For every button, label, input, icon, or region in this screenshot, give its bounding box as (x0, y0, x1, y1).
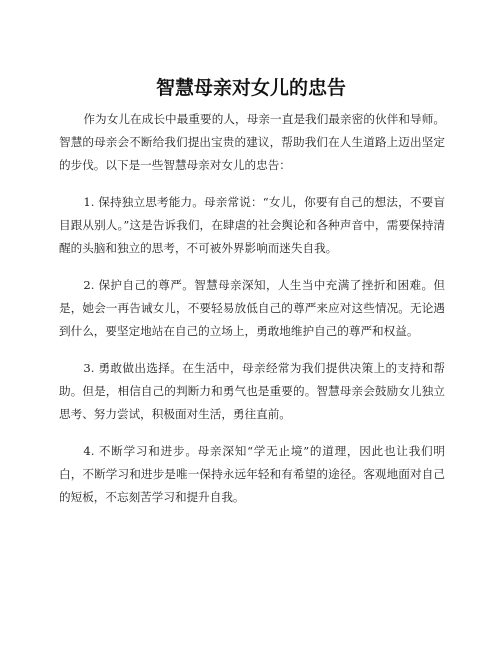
advice-paragraph-4: 4. 不断学习和进步。母亲深知“学无止境”的道理，因此也让我们明白，不断学习和进步是唯一保持永远年轻和有希望的途径。客观地面对自己的短板，不忘刻苦学习和提升自我。 (59, 444, 445, 504)
advice-paragraph-1: 1. 保持独立思考能力。母亲常说：“女儿，你要有自己的想法，不要盲目跟从别人。”这是告诉我们，在肆虐的社会舆论和各种声音中，需要保持清醒的头脑和独立的思考，不可被外界影响而迷失自我。 (59, 195, 445, 255)
document-title: 智慧母亲对女儿的忠告 (155, 77, 346, 99)
document-body (59, 108, 445, 523)
intro-paragraph: 作为女儿在成长中最重要的人，母亲一直是我们最亲密的伙伴和导师。智慧的母亲会不断给我们提出宝贵的建议，帮助我们在人生道路上迈出坚定的步伐。以下是一些智慧母亲对女儿的忠告： (59, 112, 445, 172)
advice-paragraph-3: 3. 勇敢做出选择。在生活中，母亲经常为我们提供决策上的支持和帮助。但是，相信自己的判断力和勇气也是重要的。智慧母亲会鼓励女儿独立思考、努力尝试，积极面对生活，勇往直前。 (59, 361, 445, 421)
advice-paragraph-2: 2. 保护自己的尊严。智慧母亲深知，人生当中充满了挫折和困难。但是，她会一再告诫女儿，不要轻易放低自己的尊严来应对这些情况。无论遇到什么，要坚定地站在自己的立场上，勇敢地维护自己的尊严和权益。 (59, 278, 445, 338)
